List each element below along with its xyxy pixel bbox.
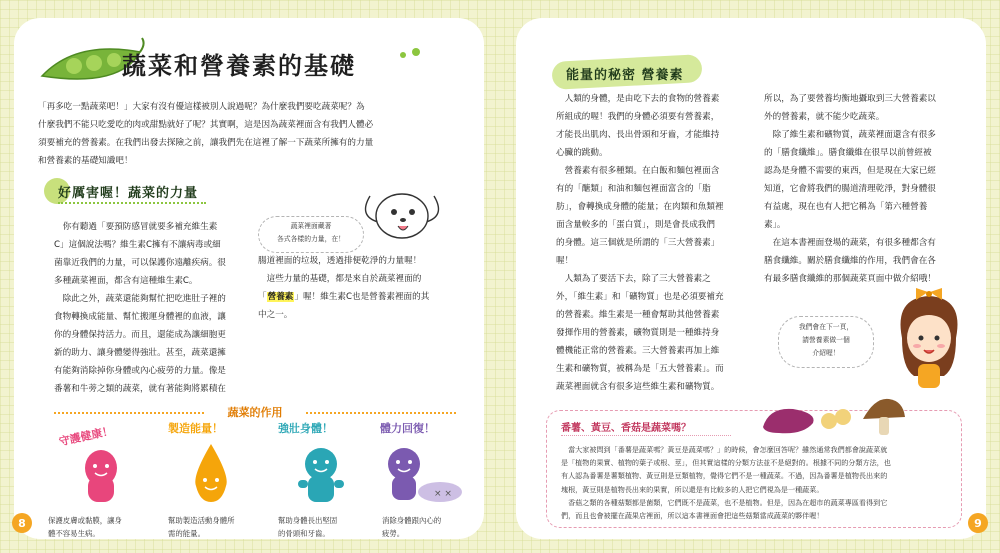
text-line: 才能長出肌肉、長出骨頭和牙齒，才能維持 bbox=[556, 130, 720, 140]
divider bbox=[54, 412, 204, 414]
note-line: 們，而且也會被擺在蔬果店裡面，所以這本書裡面會把這些菇類當成蔬菜的夥伴喔！ bbox=[561, 511, 824, 521]
text-line: 有益處，現在也有人把它稱為「第六種營養 bbox=[764, 202, 928, 212]
teal-nutrient-icon bbox=[296, 444, 346, 510]
text-line: C」這個說法嗎？維生素C擁有不讓病毒或細 bbox=[54, 240, 221, 250]
bubble-line: 介紹喔！ bbox=[812, 349, 840, 357]
text-line: 「營養素」喔！維生素C也是營養素裡面的其 bbox=[258, 292, 430, 302]
intro-line: 和營養素的基礎知識吧！ bbox=[38, 156, 133, 166]
text-line: 知道，它會將我們的腸道清理乾淨，對身體很 bbox=[764, 184, 936, 194]
caption-line: 體不容易生病。 bbox=[48, 529, 100, 538]
text-line: 的身體。這三個就是所謂的「三大營養素」 bbox=[556, 238, 720, 248]
text-line: 發揮作用的營養素，礦物質則是一種維持身 bbox=[556, 328, 720, 338]
text-line: 外，「維生素」和「礦物質」也是必須要補充 bbox=[556, 292, 724, 302]
intro-line: 須要補充的營養素。在我們出發去探險之前，讓我們先在這裡了解一下蔬菜所擁有的力量 bbox=[38, 138, 374, 148]
note-line: 當大家被問到「番薯是蔬菜嗎？黃豆是蔬菜嗎？」的時候，會怎麼回答呢？雖然通常我們都會說蔬菜就 bbox=[568, 445, 888, 454]
text-line: 食物轉換成能量、幫忙搬運身體裡的血液，讓 bbox=[54, 312, 226, 322]
bubble-line: 各式各樣的力量，在！ bbox=[277, 235, 345, 243]
text-line: 番薯和牛蒡之類的蔬菜，就有著能夠將累積在 bbox=[54, 384, 226, 394]
text-line: 認為是身體不需要的東西，但是現在大家已經 bbox=[764, 166, 936, 176]
text-line: 肪」，會轉換成身體的能量；在肉類和魚類裡 bbox=[556, 202, 724, 212]
mushroom-icon bbox=[859, 397, 909, 439]
text-line: 所組成的喔！我們的身體必須要有營養素， bbox=[556, 112, 720, 122]
text-line: 這些力量的基礎，都是來自於蔬菜裡面的 bbox=[266, 274, 422, 284]
text-line: 的營養素。維生素是一種會幫助其他營養素 bbox=[556, 310, 720, 320]
column-right bbox=[764, 90, 974, 288]
card-caption bbox=[168, 514, 268, 540]
column-left bbox=[556, 90, 766, 396]
caption-line: 疲勞。 bbox=[382, 529, 405, 538]
intro-line: 什麼我們不能只吃愛吃的肉或甜點就好了呢？其實啊，這是因為蔬菜裡面含有我們人體必 bbox=[38, 120, 374, 130]
text-line: 你有聽過「要預防感冒就要多補充維生素 bbox=[62, 222, 218, 232]
text-line: 腸道裡面的垃圾，透過排便乾淨的力量喔！ bbox=[258, 256, 422, 266]
text-line: 心臟的跳動。 bbox=[556, 148, 608, 158]
text-line: 人類的身體，是由吃下去的食物的營養素 bbox=[564, 94, 720, 104]
note-line: 有人認為番薯是薯類植物、黃豆則是豆類植物，覺得它們不是一種蔬菜。不過，因為番薯是植物長出來的 bbox=[561, 471, 888, 481]
pink-nutrient-icon bbox=[78, 446, 124, 510]
left-page bbox=[14, 18, 484, 539]
text-line: 除了維生素和礦物質，蔬菜裡面還含有很多 bbox=[772, 130, 936, 140]
page-number: 9 bbox=[968, 513, 988, 533]
sweet-potato-icon bbox=[759, 401, 819, 437]
note-title-underline bbox=[561, 435, 731, 436]
note-line: 塊根，黃豆則是植物長出來的果實，所以還是有比較多的人把它們視為是一種蔬菜。 bbox=[561, 484, 824, 494]
effect-card bbox=[160, 420, 260, 510]
svg-text:× ×: × × bbox=[434, 489, 452, 499]
page-number: 8 bbox=[12, 513, 32, 533]
text-line: 在這本書裡面登場的蔬菜，有很多種都含有 bbox=[772, 238, 936, 248]
text-line: 所以，為了要營養均衡地攝取到三大營養素以 bbox=[764, 94, 936, 104]
card-caption bbox=[278, 514, 378, 540]
effect-card bbox=[272, 420, 372, 510]
divider bbox=[306, 412, 456, 414]
speech-bubble bbox=[258, 216, 364, 253]
soybean-icon bbox=[817, 399, 857, 435]
text-line: 人類為了要活下去，除了三大營養素之 bbox=[564, 274, 711, 284]
card-badge: 製造能量！ bbox=[168, 422, 223, 435]
role-title: 蔬菜的作用 bbox=[227, 406, 283, 419]
effect-card bbox=[50, 424, 150, 510]
text-line: 生素和礦物質，被稱為是「五大營養素」。而 bbox=[556, 364, 724, 374]
caption-line: 保護皮膚或黏膜，讓身 bbox=[48, 516, 122, 525]
note-box bbox=[546, 410, 962, 528]
column-left bbox=[54, 218, 254, 398]
caption-line: 消除身體跟內心的 bbox=[382, 516, 442, 525]
text-line: 有能夠消除掉你身體或內心疲勞的力量。像是 bbox=[54, 366, 226, 376]
text-line: 有最多膳食纖維的那個蔬菜頁面中做介紹哦！ bbox=[764, 274, 936, 284]
bubble-line: 請營養素做一個 bbox=[802, 336, 850, 344]
bubble-line: 我們會在下一頁， bbox=[798, 323, 854, 331]
bubble-line: 蔬菜裡面藏著 bbox=[290, 222, 332, 230]
caption-line: 幫助身體長出堅固 bbox=[278, 516, 338, 525]
text-line: 你的身體保持活力。而且，還能成為讓細胞更 bbox=[54, 330, 226, 340]
text-line: 素」。 bbox=[764, 220, 786, 230]
caption-line: 幫助製造活動身體所 bbox=[168, 516, 235, 525]
text-line: 喔！ bbox=[556, 256, 574, 266]
caption-line: 需的能量。 bbox=[168, 529, 205, 538]
text-line: 中之一。 bbox=[258, 310, 293, 320]
text-line: 除此之外，蔬菜還能夠幫忙把吃進肚子裡的 bbox=[62, 294, 226, 304]
column-right bbox=[258, 252, 468, 324]
heading-underline bbox=[58, 202, 206, 204]
text-line: 膳食纖維。關於膳食纖維的作用，我們會在各 bbox=[764, 256, 936, 266]
card-caption bbox=[382, 514, 478, 540]
text-line: 面含量較多的「蛋白質」，則是會長成我們 bbox=[556, 220, 715, 230]
card-badge: 強壯身體！ bbox=[278, 422, 333, 435]
card-caption bbox=[48, 514, 158, 540]
intro-text bbox=[38, 98, 468, 170]
girl-character-icon bbox=[884, 288, 974, 392]
card-badge: 體力回復！ bbox=[380, 422, 435, 435]
text-line: 體機能正常的營養素。三大營養素再加上維 bbox=[556, 346, 720, 356]
yellow-nutrient-icon bbox=[186, 442, 236, 510]
note-line: 是「植物的果實、植物的葉子或根、莖」，但其實這樣的分類方法並不是絕對的。根據不同的分類方法，也 bbox=[561, 458, 891, 468]
dot-icon bbox=[400, 52, 406, 58]
caption-line: 的骨頭和牙齒。 bbox=[278, 529, 330, 538]
card-badge: 守護健康！ bbox=[57, 424, 115, 449]
section-heading: 好厲害喔！蔬菜的力量 bbox=[58, 186, 199, 201]
text-line: 新的助力、讓身體變得強壯。甚至，蔬菜還擁 bbox=[54, 348, 226, 358]
dog-character-icon bbox=[362, 186, 442, 252]
text-line: 的「膳食纖維」。膳食纖維在很早以前曾經被 bbox=[764, 148, 932, 158]
section-heading: 能量的秘密 營養素 bbox=[566, 68, 684, 83]
note-text bbox=[561, 443, 953, 522]
page-title: 蔬菜和營養素的基礎 bbox=[122, 52, 356, 80]
right-page bbox=[516, 18, 986, 539]
note-title: 番薯、黃豆、香菇是蔬菜嗎？ bbox=[561, 423, 691, 434]
note-line: 香菇之類的各種菇類都是菌類，它們既不是蔬菜，也不是植物。但是，因為在超市的蔬菜專區看得到它 bbox=[568, 497, 888, 507]
text-line: 蔬菜裡面就含有很多這些維生素和礦物質。 bbox=[556, 382, 720, 392]
text-line: 外的營養素，就不能少吃蔬菜。 bbox=[764, 112, 885, 122]
text-line: 有的「醣類」和油和麵包裡面富含的「脂 bbox=[556, 184, 711, 194]
effect-card bbox=[368, 420, 478, 510]
text-line: 多種蔬菜裡面，都含有這種維生素C。 bbox=[54, 276, 198, 286]
purple-nutrient-icon bbox=[382, 442, 466, 508]
speech-bubble bbox=[778, 316, 874, 368]
text-line: 營養素有很多種類。在白飯和麵包裡面含 bbox=[564, 166, 720, 176]
dot-icon bbox=[412, 48, 420, 56]
highlight-term: 營養素 bbox=[267, 292, 294, 302]
intro-line: 「再多吃一點蔬菜吧！」大家有沒有優這樣被別人說過呢？為什麼我們要吃蔬菜呢？為 bbox=[38, 102, 365, 112]
text-line: 菌靠近我們的力量，可以保護你遠離疾病。很 bbox=[54, 258, 226, 268]
